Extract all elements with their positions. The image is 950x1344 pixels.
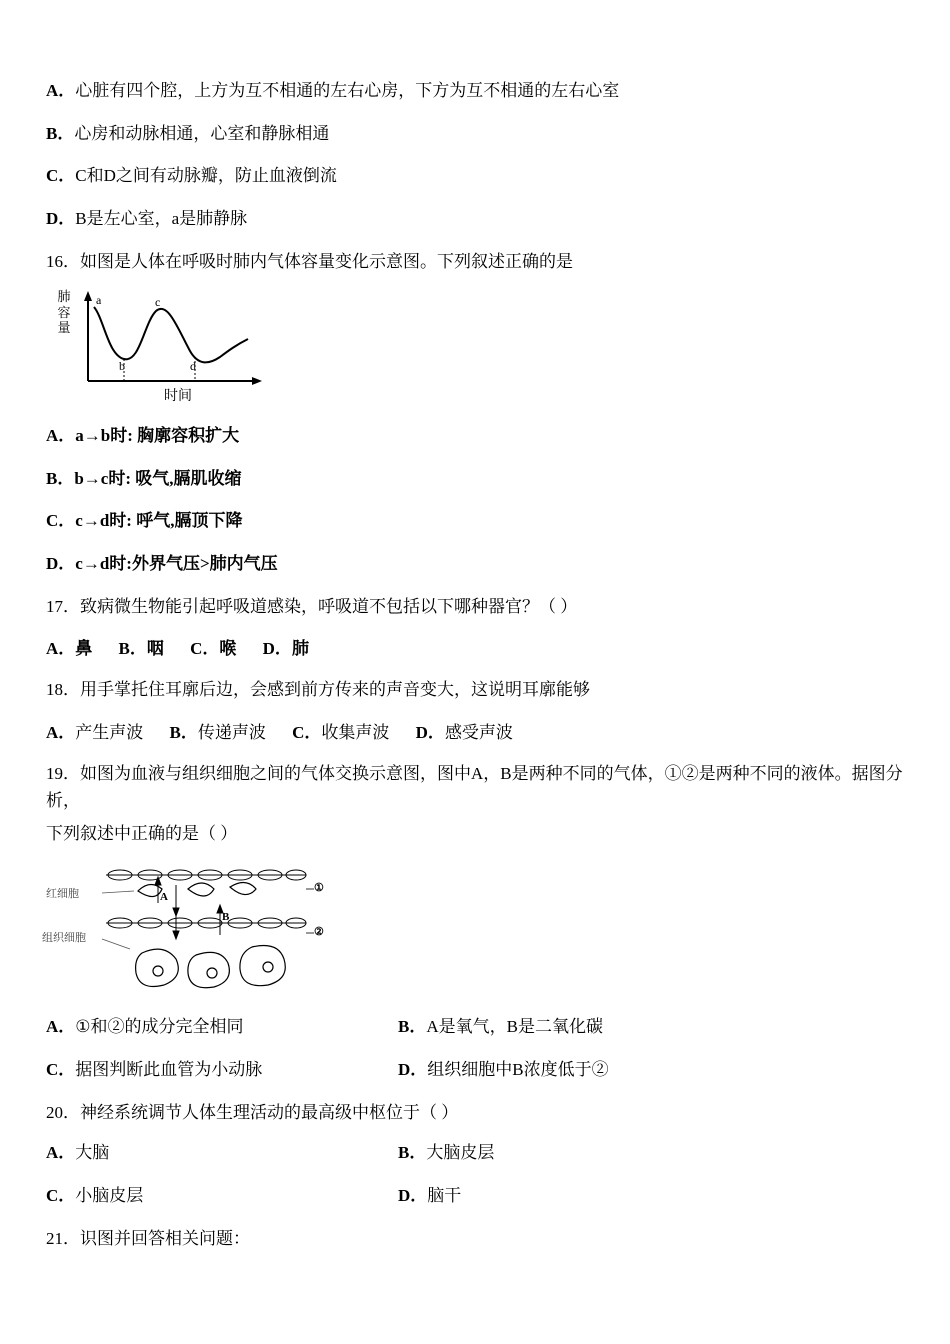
option-text: 产生声波 [75, 722, 144, 742]
option-text: 脑干 [427, 1185, 462, 1205]
option-text: 大脑皮层 [426, 1143, 495, 1163]
question-stem-line1: 如图为血液与组织细胞之间的气体交换示意图，图中A，B是两种不同的气体，①②是两种不同的液体。据图分析， [46, 763, 903, 810]
lung-capacity-figure [56, 289, 286, 407]
option-cell [46, 1057, 398, 1083]
option-text: 据图判断此血管为小动脉 [75, 1059, 263, 1079]
option-label: C． [46, 1185, 76, 1205]
mark-A: A [160, 891, 168, 904]
option-text: 大脑 [75, 1143, 110, 1163]
option-text: C和D之间有动脉瓣，防止血液倒流 [75, 166, 337, 185]
option-row [46, 163, 904, 189]
option-label: C． [190, 639, 220, 659]
option-text: c→d时: 呼气,膈顶下降 [75, 511, 243, 531]
option-text: 小脑皮层 [75, 1185, 144, 1205]
option-label: D． [46, 208, 76, 228]
option-row [46, 206, 904, 232]
curve-point-b: b [119, 359, 125, 374]
curve-point-d: d [190, 359, 196, 374]
curve-point-c: c [155, 295, 161, 310]
question-17 [46, 593, 904, 620]
option-text: 组织细胞中B浓度低于② [427, 1059, 609, 1079]
option-text: 传递声波 [197, 722, 266, 742]
option-text: b→c时: 吸气,膈肌收缩 [74, 468, 242, 488]
option-text: ①和②的成分完全相同 [75, 1017, 244, 1037]
question-number: 18． [46, 680, 80, 700]
y-axis-label: 肺容量 [57, 289, 71, 335]
label-red-blood-cell: 红细胞 [46, 888, 79, 901]
option-label: D． [415, 722, 445, 742]
question-20 [46, 1099, 904, 1126]
option-row-pair [46, 1140, 904, 1166]
option-text: 肺 [291, 639, 309, 659]
option-label: C． [292, 722, 322, 742]
option-label: B． [118, 639, 147, 659]
question-stem: 如图是人体在呼吸时肺内气体容量变化示意图。下列叙述正确的是 [80, 252, 573, 271]
question-number: 19． [46, 763, 80, 783]
question-stem: 识图并回答相关问题： [80, 1229, 250, 1249]
question-21 [46, 1225, 904, 1252]
option-label: C． [46, 166, 76, 185]
question-stem: 神经系统调节人体生理活动的最高级中枢位于（ ） [80, 1103, 459, 1123]
question-18 [46, 676, 904, 703]
option-label: D． [398, 1059, 428, 1079]
option-label: D． [262, 639, 292, 659]
option-cell [46, 1014, 398, 1040]
option-text: 收集声波 [321, 722, 390, 742]
option-row [46, 78, 904, 104]
question-stem: 致病微生物能引起呼吸道感染，呼吸道不包括以下哪种器官？（ ） [80, 597, 578, 617]
option-row-inline-17 [46, 634, 904, 659]
option-text: 鼻 [75, 639, 93, 659]
option-row-pair [46, 1183, 904, 1209]
question-stem: 用手掌托住耳廓后边，会感到前方传来的声音变大，这说明耳廓能够 [80, 680, 590, 700]
option-row-pair [46, 1014, 904, 1040]
option-text: a→b时: 胸廓容积扩大 [75, 426, 240, 446]
mark-liquid-2: ② [314, 926, 324, 939]
option-cell [46, 1183, 398, 1209]
option-label: B． [398, 1143, 427, 1163]
gas-exchange-figure [42, 861, 330, 996]
option-label: C． [46, 1059, 76, 1079]
option-label: B． [169, 722, 198, 742]
option-row [46, 121, 904, 147]
option-cell [398, 1140, 494, 1166]
option-text: 感受声波 [444, 722, 513, 742]
option-label: B． [46, 468, 75, 488]
option-label: D． [46, 553, 76, 573]
option-label: C． [46, 511, 76, 531]
option-text: c→d时:外界气压>肺内气压 [75, 553, 278, 573]
mark-liquid-1: ① [314, 882, 324, 895]
option-row [46, 423, 904, 449]
option-text: 咽 [146, 639, 164, 659]
option-label: D． [398, 1185, 428, 1205]
question-16 [46, 248, 904, 275]
option-text: A是氧气，B是二氧化碳 [426, 1017, 603, 1037]
option-label: A． [46, 426, 76, 446]
label-tissue-cell: 组织细胞 [42, 932, 86, 945]
option-cell [398, 1057, 609, 1083]
option-row [46, 551, 904, 577]
option-label: B． [46, 123, 75, 143]
question-number: 21． [46, 1229, 80, 1249]
curve-point-a: a [96, 293, 102, 308]
option-label: A． [46, 1143, 76, 1163]
option-row [46, 508, 904, 534]
question-number: 17． [46, 597, 80, 617]
option-cell [398, 1014, 603, 1040]
option-row [46, 466, 904, 492]
gas-exchange-diagram [80, 861, 330, 996]
option-label: A． [46, 81, 76, 100]
option-label: A． [46, 639, 76, 659]
question-number: 20． [46, 1103, 80, 1123]
option-label: A． [46, 1017, 76, 1037]
option-cell [398, 1183, 461, 1209]
question-number: 16． [46, 252, 80, 271]
option-cell [46, 1140, 398, 1166]
option-text: 心房和动脉相通，心室和静脉相通 [74, 123, 330, 143]
option-text: B是左心室，a是肺静脉 [75, 208, 248, 228]
x-axis-label: 时间 [164, 389, 192, 405]
option-row-pair [46, 1057, 904, 1083]
option-label: B． [398, 1017, 427, 1037]
option-text: 喉 [219, 639, 237, 659]
option-row-inline-18 [46, 718, 904, 743]
question-19-line2 [46, 820, 904, 847]
option-label: A． [46, 722, 76, 742]
option-text: 心脏有四个腔，上方为互不相通的左右心房，下方为互不相通的左右心室 [75, 81, 620, 100]
question-19 [46, 760, 904, 814]
question-stem-line2: 下列叙述中正确的是（ ） [46, 823, 238, 843]
mark-B: B [222, 911, 230, 924]
